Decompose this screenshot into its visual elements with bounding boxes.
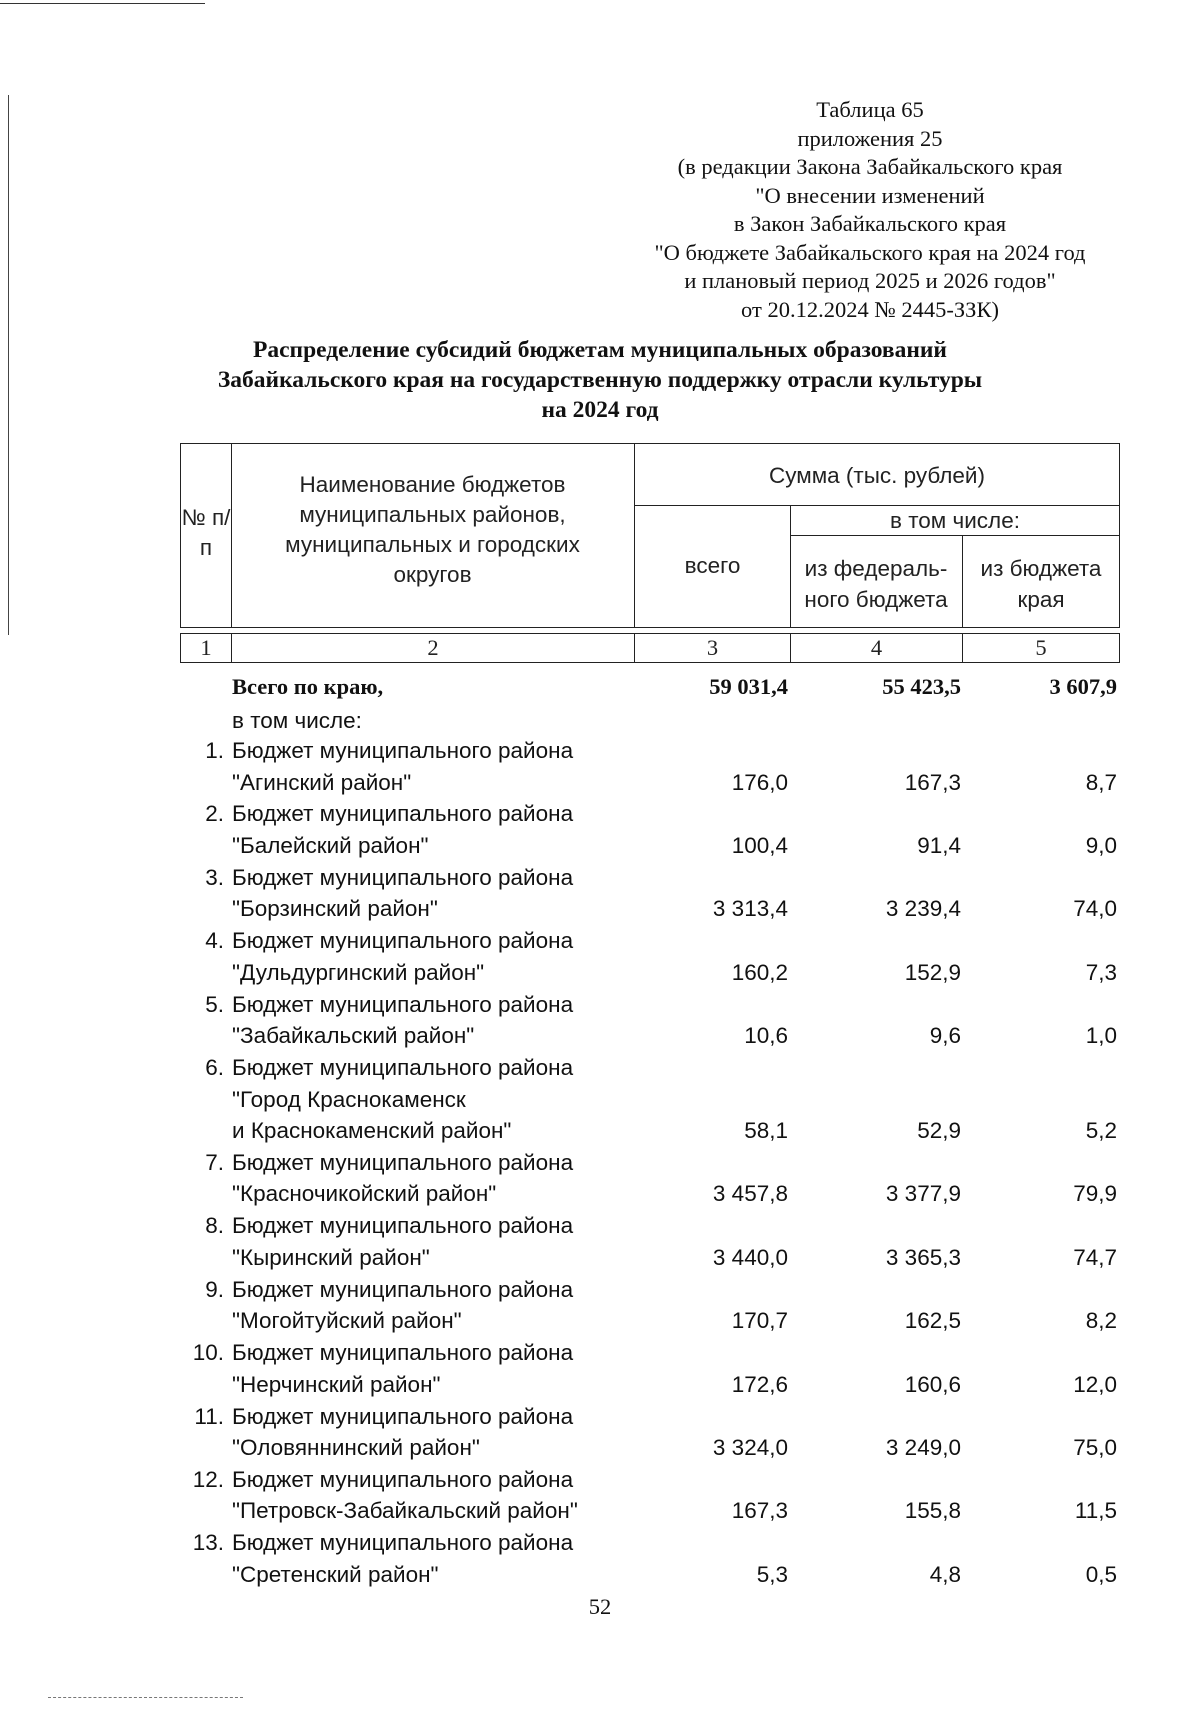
row-federal: 3 377,9: [885, 1181, 961, 1207]
row-number: 11.: [194, 1403, 224, 1429]
row-total: 58,1: [744, 1118, 788, 1143]
row-number: 1.: [205, 738, 224, 763]
row-number: 7.: [205, 1149, 224, 1175]
row-name-line: Бюджет муниципального района: [232, 864, 574, 890]
header-no: № п/п: [181, 505, 231, 560]
row-region: 12,0: [1073, 1371, 1117, 1397]
title-line: Забайкальского края на государственную поддержку отрасли культуры: [217, 367, 983, 393]
row-region: 79,9: [1073, 1181, 1117, 1207]
column-number: 5: [1035, 635, 1047, 660]
row-number: 10.: [192, 1340, 224, 1366]
title-line: Распределение субсидий бюджетам муниципальных образований: [253, 337, 947, 363]
row-region: 74,7: [1073, 1244, 1117, 1270]
row-federal: 52,9: [917, 1118, 961, 1143]
annotation-line: и плановый период 2025 и 2026 годов": [684, 268, 1056, 293]
row-federal: 162,5: [904, 1308, 961, 1334]
row-name-line: и Краснокаменский район": [232, 1118, 512, 1143]
row-region: 9,0: [1085, 832, 1117, 858]
row-name-line: Бюджет муниципального района: [232, 1340, 574, 1366]
row-name-line: Бюджет муниципального района: [232, 1149, 574, 1175]
header-sum: Сумма (тыс. рублей): [768, 463, 985, 488]
row-name-line: Бюджет муниципального района: [232, 1055, 574, 1080]
row-region: 74,0: [1073, 896, 1117, 922]
row-federal: 3 249,0: [885, 1435, 961, 1460]
page-number: 52: [588, 1594, 612, 1619]
row-name-line: Бюджет муниципального района: [232, 1276, 574, 1302]
row-number: 4.: [205, 928, 224, 954]
row-number: 12.: [192, 1466, 224, 1492]
annotation-line: приложения 25: [797, 125, 943, 151]
row-name-line: "Борзинский район": [232, 896, 438, 922]
column-number: 3: [706, 635, 719, 660]
bottom-rule: [48, 1697, 243, 1698]
header-including: в том числе:: [890, 508, 1020, 533]
column-number: 1: [200, 635, 212, 660]
annotation-line: (в редакции Закона Забайкальского края: [677, 154, 1063, 179]
row-total: 5,3: [756, 1561, 788, 1587]
header-total: всего: [684, 553, 741, 578]
row-name-line: "Петровск-Забайкальский район": [232, 1498, 578, 1524]
row-federal: 4,8: [929, 1561, 961, 1587]
row-region: 5,2: [1085, 1118, 1117, 1143]
annotation-line: от 20.12.2024 № 2445-ЗЗК): [741, 296, 999, 322]
total-label: Всего по краю,: [232, 674, 384, 699]
row-total: 3 313,4: [712, 896, 788, 922]
row-name-line: Бюджет муниципального района: [232, 738, 574, 763]
row-region: 7,3: [1085, 959, 1117, 985]
row-total: 172,6: [731, 1371, 788, 1397]
annotation-line: в Закон Забайкальского края: [733, 211, 1007, 236]
row-name-line: "Сретенский район": [232, 1561, 439, 1587]
row-total: 170,7: [731, 1308, 788, 1334]
row-federal: 91,4: [917, 832, 961, 858]
row-federal: 9,6: [929, 1023, 961, 1049]
row-federal: 152,9: [904, 959, 961, 985]
row-name-line: Бюджет муниципального района: [232, 991, 574, 1017]
total-region: 3 607,9: [1049, 674, 1117, 699]
row-number: 6.: [205, 1055, 224, 1080]
row-name-line: "Агинский район": [232, 769, 412, 795]
header-federal: из федераль-ного бюджета: [804, 556, 948, 612]
row-number: 9.: [205, 1276, 224, 1302]
including-label: в том числе:: [232, 708, 362, 733]
row-name-line: "Могойтуйский район": [232, 1308, 462, 1334]
row-name-line: "Балейский район": [232, 832, 429, 858]
row-total: 3 457,8: [712, 1181, 788, 1207]
total-value: 59 031,4: [709, 674, 788, 699]
top-rule: [0, 3, 205, 4]
header-divider: [790, 535, 1120, 536]
row-name-line: Бюджет муниципального района: [232, 928, 574, 954]
row-total: 167,3: [731, 1498, 788, 1524]
row-total: 100,4: [731, 832, 788, 858]
row-region: 8,7: [1085, 769, 1117, 795]
row-total: 3 324,0: [712, 1435, 788, 1460]
row-federal: 167,3: [904, 769, 961, 795]
row-number: 3.: [205, 864, 224, 890]
column-number: 2: [427, 635, 439, 660]
row-federal: 3 239,4: [885, 896, 961, 922]
row-number: 13.: [192, 1530, 224, 1556]
annotation-line: "О бюджете Забайкальского края на 2024 год: [654, 239, 1086, 265]
row-name-line: "Оловяннинский район": [232, 1435, 480, 1460]
row-region: 1,0: [1085, 1023, 1117, 1049]
header-region: из бюджета края: [980, 556, 1102, 612]
row-number: 2.: [205, 801, 224, 827]
header-divider: [231, 443, 232, 628]
row-name-line: Бюджет муниципального района: [232, 801, 574, 827]
document-title: [150, 335, 1050, 425]
row-total: 3 440,0: [712, 1244, 788, 1270]
annotation-line: Таблица 65: [816, 97, 924, 122]
row-name-line: "Нерчинский район": [232, 1371, 441, 1397]
row-name-line: "Дульдургинский район": [232, 959, 485, 985]
row-number: 5.: [205, 991, 224, 1017]
left-margin-line: [8, 95, 9, 635]
row-federal: 160,6: [904, 1371, 961, 1397]
row-name-line: Бюджет муниципального района: [232, 1403, 574, 1429]
row-name-line: "Забайкальский район": [232, 1023, 475, 1049]
row-region: 11,5: [1074, 1498, 1117, 1524]
row-number: 8.: [205, 1213, 224, 1239]
header-name: Наименование бюджетов муниципальных районов, муниципальных и городских округов: [285, 472, 580, 587]
row-federal: 155,8: [904, 1498, 961, 1524]
row-total: 10,6: [744, 1023, 788, 1049]
row-region: 0,5: [1085, 1561, 1117, 1587]
title-line: на 2024 год: [541, 397, 659, 423]
row-name-line: "Город Краснокаменск: [232, 1086, 466, 1112]
row-federal: 3 365,3: [885, 1244, 961, 1270]
row-name-line: Бюджет муниципального района: [232, 1530, 574, 1556]
row-total: 160,2: [731, 959, 788, 985]
row-name-line: Бюджет муниципального района: [232, 1466, 574, 1492]
column-number: 4: [870, 635, 883, 660]
annotation-block: [620, 96, 1120, 324]
total-federal: 55 423,5: [882, 674, 961, 699]
row-name-line: "Кыринский район": [232, 1244, 430, 1270]
row-name-line: Бюджет муниципального района: [232, 1213, 574, 1239]
row-name-line: "Красночикойский район": [232, 1181, 497, 1207]
row-region: 8,2: [1085, 1308, 1117, 1334]
annotation-line: "О внесении изменений: [755, 182, 985, 208]
header-divider: [634, 505, 1120, 506]
row-region: 75,0: [1073, 1435, 1117, 1460]
row-total: 176,0: [731, 769, 788, 795]
